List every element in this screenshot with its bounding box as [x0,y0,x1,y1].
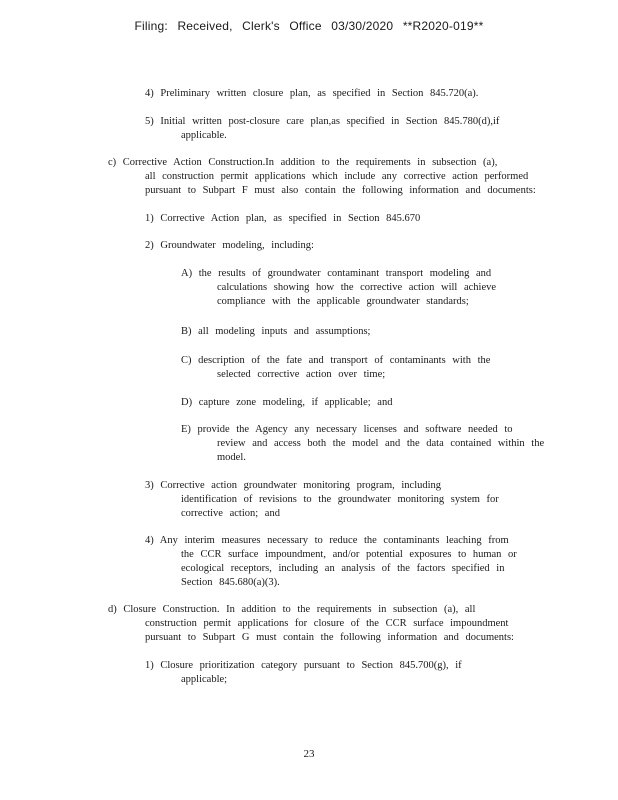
item-text: 3) Corrective action groundwater monitoring program, including [145,480,442,491]
item-continuation: compliance with the applicable groundwater standards; [217,296,469,307]
item-text: B) all modeling inputs and assumptions; [181,326,371,337]
item-c1 [145,212,420,226]
item-continuation: model. [217,452,246,463]
item-c2d [181,396,392,410]
item-c4 [145,534,517,590]
item-text: C) description of the fate and transport of contaminants with the [181,355,491,366]
item-text: 1) Closure prioritization category pursuant to Section 845.700(g), if [145,660,462,671]
item-continuation: pursuant to Subpart G must contain the following information and documents: [145,632,514,643]
item-text: 1) Corrective Action plan, as specified in Section 845.670 [145,213,421,224]
item-c3 [145,479,499,521]
item-b4 [145,87,478,101]
filing-header: Filing: Received, Clerk's Office 03/30/2020 **R2020-019** [134,19,484,33]
item-continuation: ecological receptors, including an analysis of the factors specified in [181,563,505,574]
item-continuation: review and access both the model and the data contained within the [217,438,545,449]
item-c2b [181,325,370,339]
item-text: 4) Preliminary written closure plan, as specified in Section 845.720(a). [145,88,479,99]
item-text: 2) Groundwater modeling, including: [145,240,314,251]
item-text: 5) Initial written post-closure care plan,as specified in Section 845.780(d),if [145,116,500,127]
item-continuation: construction permit applications for closure of the CCR surface impoundment [145,618,509,629]
item-continuation: applicable. [181,130,227,141]
item-continuation: corrective action; and [181,508,280,519]
item-c2e [181,423,544,465]
item-text: c) Corrective Action Construction.In addition to the requirements in subsection (a), [108,157,498,168]
item-b5 [145,115,499,143]
item-continuation: applicable; [181,674,228,685]
subsection-d [108,603,514,645]
item-continuation: identification of revisions to the groundwater monitoring system for [181,494,499,505]
item-text: E) provide the Agency any necessary licenses and software needed to [181,424,513,435]
page-number: 23 [303,748,315,760]
item-continuation: all construction permit applications which include any corrective action performed [145,171,529,182]
item-continuation: calculations showing how the corrective action will achieve [217,282,497,293]
item-c2 [145,239,314,253]
subsection-c [108,156,536,198]
item-continuation: pursuant to Subpart F must also contain the following information and documents: [145,185,536,196]
item-continuation: the CCR surface impoundment, and/or potential exposures to human or [181,549,517,560]
item-continuation: Section 845.680(a)(3). [181,577,280,588]
item-continuation: selected corrective action over time; [217,369,386,380]
item-text: A) the results of groundwater contaminant transport modeling and [181,268,492,279]
item-c2a [181,267,496,309]
item-text: d) Closure Construction. In addition to the requirements in subsection (a), all [108,604,476,615]
item-c2c [181,354,490,382]
item-text: D) capture zone modeling, if applicable; and [181,397,393,408]
item-text: 4) Any interim measures necessary to reduce the contaminants leaching from [145,535,509,546]
item-d1 [145,659,462,687]
